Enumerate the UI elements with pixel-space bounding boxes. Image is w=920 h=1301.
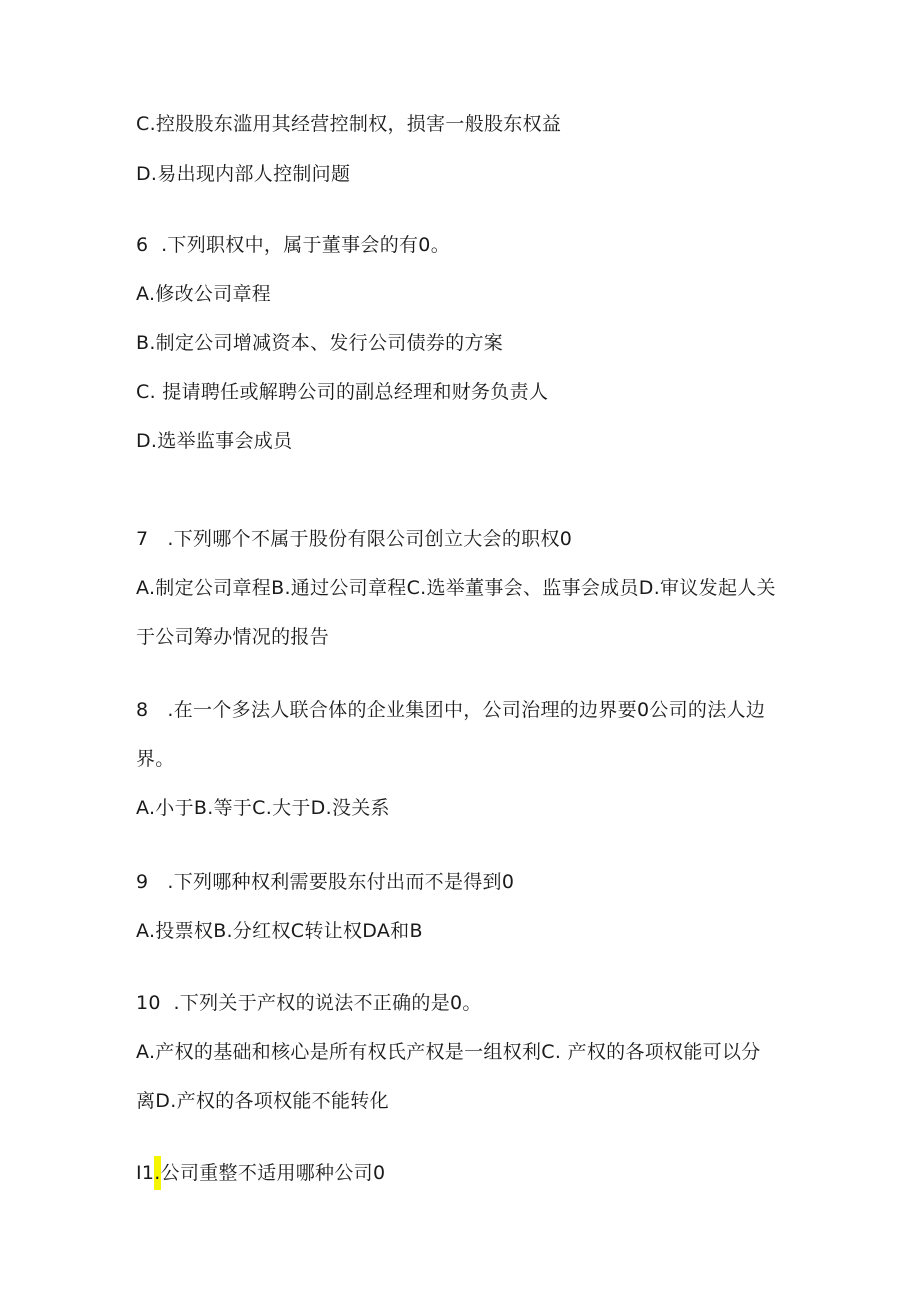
question-11	[136, 1161, 385, 1185]
option-b-q6: B.制定公司增减资本、发行公司债券的方案	[136, 332, 504, 354]
options-q10-continued: 离D.产权的各项权能不能转化	[136, 1090, 389, 1112]
options-q7: A.制定公司章程B.通过公司章程C.选举董事会、监事会成员D.审议发起人关	[136, 577, 776, 599]
options-q10: A.产权的基础和核心是所有权氏产权是一组权利C. 产权的各项权能可以分	[136, 1041, 761, 1063]
highlight-mark: .	[154, 1156, 160, 1190]
option-c-q5: C.控股股东滥用其经营控制权，损害一般股东权益	[136, 113, 562, 135]
question-11-number: I1	[136, 1162, 155, 1184]
question-8-continued: 界。	[136, 748, 175, 770]
question-7: 7 .下列哪个不属于股份有限公司创立大会的职权0	[136, 528, 573, 550]
option-d-q5: D.易出现内部人控制问题	[136, 163, 351, 185]
question-9: 9 .下列哪种权利需要股东付出而不是得到0	[136, 871, 515, 893]
options-q8: A.小于B.等于C.大于D.没关系	[136, 797, 390, 819]
question-10: 10 .下列关于产权的说法不正确的是0。	[136, 992, 482, 1014]
option-c-q6: C. 提请聘任或解聘公司的副总经理和财务负责人	[136, 381, 549, 403]
question-6: 6 .下列职权中，属于董事会的有0。	[136, 234, 450, 256]
option-a-q6: A.修改公司章程	[136, 283, 272, 305]
question-11-text: 公司重整不适用哪种公司0	[160, 1162, 386, 1184]
question-8: 8 .在一个多法人联合体的企业集团中，公司治理的边界要0公司的法人边	[136, 699, 766, 721]
options-q7-continued: 于公司筹办情况的报告	[136, 626, 330, 648]
options-q9: A.投票权B.分红权C转让权DA和B	[136, 920, 423, 942]
option-d-q6: D.选举监事会成员	[136, 430, 293, 452]
